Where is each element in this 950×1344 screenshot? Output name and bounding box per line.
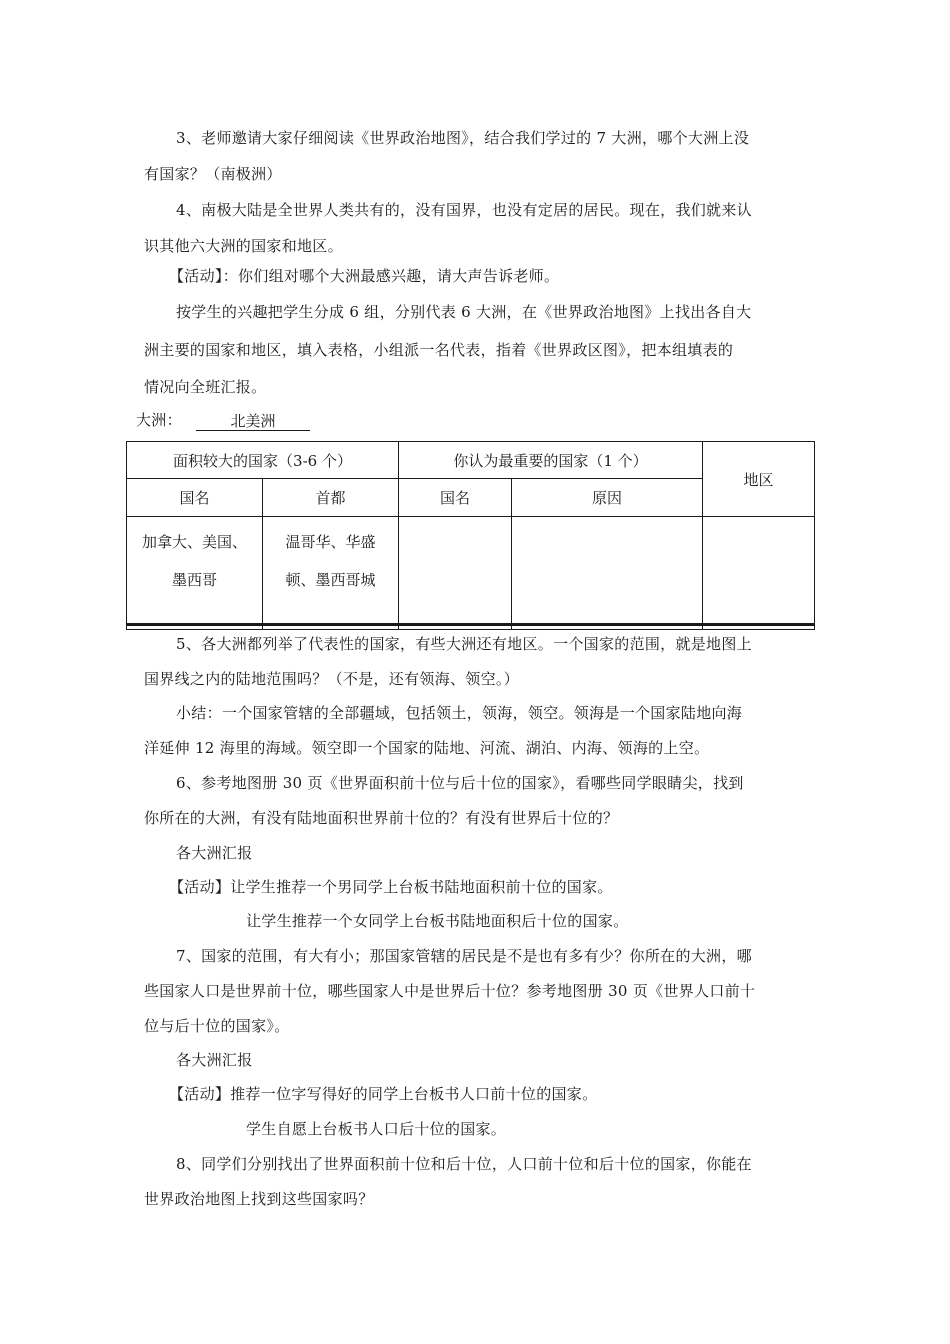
subheader-important-name: 国名: [399, 479, 512, 517]
subheader-capital: 首都: [263, 479, 399, 517]
continent-value: 北美洲: [196, 411, 310, 431]
country-table: [126, 441, 815, 630]
paragraph-5-line-2: 国界线之内的陆地范围吗？（不是，还有领海、领空。）: [144, 670, 520, 688]
cell-countries-line-1: 加拿大、美国、: [141, 533, 247, 551]
cell-important-name: [399, 517, 512, 630]
cell-countries: [127, 517, 263, 630]
paragraph-5-line-1: 5、各大洲都列举了代表性的国家，有些大洲还有地区。一个国家的范围，就是地图上: [176, 635, 752, 653]
cell-countries-line-2: 墨西哥: [171, 571, 217, 589]
activity-3-line-1: 【活动】推荐一位字写得好的同学上台板书人口前十位的国家。: [169, 1085, 598, 1103]
grouping-line-1: 按学生的兴趣把学生分成 6 组，分别代表 6 大洲，在《世界政治地图》上找出各自大: [176, 303, 752, 321]
activity-1: 【活动】：你们组对哪个大洲最感兴趣，请大声告诉老师。: [169, 267, 560, 285]
header-large-countries: 面积较大的国家（3-6 个）: [127, 442, 399, 479]
grouping-line-3: 情况向全班汇报。: [144, 378, 267, 396]
subheader-reason: 原因: [512, 479, 703, 517]
paragraph-3-line-2: 有国家？（南极洲）: [144, 165, 282, 183]
paragraph-3-line-1: 3、老师邀请大家仔细阅读《世界政治地图》，结合我们学过的 7 大洲，哪个大洲上没: [176, 129, 750, 147]
paragraph-4-line-2: 识其他六大洲的国家和地区。: [144, 237, 343, 255]
summary-line-1: 小结：一个国家管辖的全部疆域，包括领土，领海，领空。领海是一个国家陆地向海: [176, 704, 743, 722]
paragraph-7-line-3: 位与后十位的国家》。: [144, 1017, 290, 1035]
report-1: 各大洲汇报: [176, 844, 253, 862]
paragraph-6-line-2: 你所在的大洲，有没有陆地面积世界前十位的？有没有世界后十位的？: [144, 809, 619, 827]
activity-2-line-1: 【活动】让学生推荐一个男同学上台板书陆地面积前十位的国家。: [169, 878, 613, 896]
activity-2-line-2: 让学生推荐一个女同学上台板书陆地面积后十位的国家。: [246, 912, 629, 930]
header-region: 地区: [703, 442, 815, 517]
cell-capitals: [263, 517, 399, 630]
paragraph-7-line-1: 7、国家的范围，有大有小；那国家管辖的居民是不是也有多有少？你所在的大洲，哪: [176, 947, 752, 965]
paragraph-6-line-1: 6、参考地图册 30 页《世界面积前十位与后十位的国家》，看哪些同学眼睛尖，找到: [176, 774, 744, 792]
cell-capitals-line-1: 温哥华、华盛: [285, 533, 376, 551]
continent-label: 大洲：: [136, 411, 182, 429]
paragraph-4-line-1: 4、南极大陆是全世界人类共有的，没有国界，也没有定居的居民。现在，我们就来认: [176, 201, 752, 219]
report-2: 各大洲汇报: [176, 1051, 253, 1069]
cell-region: [703, 517, 815, 630]
grouping-line-2: 洲主要的国家和地区，填入表格，小组派一名代表，指着《世界政区图》，把本组填表的: [144, 341, 734, 359]
header-important-country: 你认为最重要的国家（1 个）: [399, 442, 703, 479]
cell-reason: [512, 517, 703, 630]
summary-line-2: 洋延伸 12 海里的海域。领空即一个国家的陆地、河流、湖泊、内海、领海的上空。: [144, 739, 710, 757]
paragraph-8-line-2: 世界政治地图上找到这些国家吗？: [144, 1190, 374, 1208]
paragraph-8-line-1: 8、同学们分别找出了世界面积前十位和后十位，人口前十位和后十位的国家，你能在: [176, 1155, 752, 1173]
table-bottom-rule: [126, 623, 815, 626]
subheader-country-name: 国名: [127, 479, 263, 517]
cell-capitals-line-2: 顿、墨西哥城: [285, 571, 376, 589]
activity-3-line-2: 学生自愿上台板书人口后十位的国家。: [246, 1120, 507, 1138]
paragraph-7-line-2: 些国家人口是世界前十位，哪些国家人中是世界后十位？参考地图册 30 页《世界人口前十: [144, 982, 756, 1000]
